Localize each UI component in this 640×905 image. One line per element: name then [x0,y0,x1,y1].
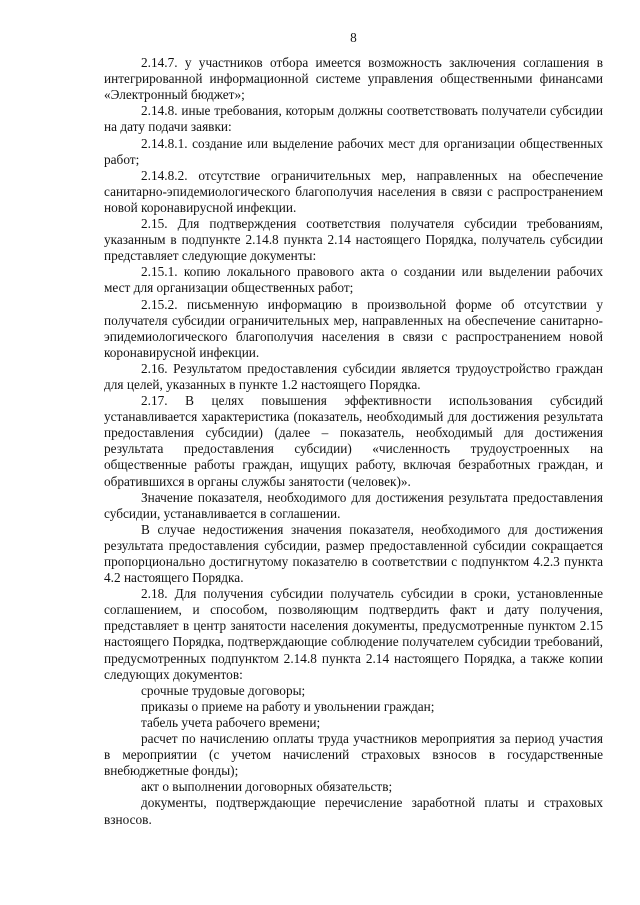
paragraph-indicator-value: Значение показателя, необходимого для достижения результата предоставления субсидии, устанавливается в соглашении. [104,489,603,521]
list-item-act: акт о выполнении договорных обязательств; [141,779,393,795]
list-item-payroll: расчет по начислению оплаты труда участников мероприятия за период участия в мероприятии (с учетом начислений страховых взносов в государственные внебюджетные фонды); [104,731,603,779]
list-item-timesheet: табель учета рабочего времени; [141,714,321,730]
list-item-contracts: срочные трудовые договоры; [141,682,306,698]
paragraph-2-14-8-2: 2.14.8.2. отсутствие ограничительных мер, направленных на обеспечение санитарно-эпидемиологического благополучия населения в связи с распространением новой коронавирусной инфекции. [104,167,603,215]
paragraph-2-18: 2.18. Для получения субсидии получатель субсидии в сроки, установленные соглашением, и способом, позволяющим подтвердить факт и дату получения, представляет в центр занятости населения документы, предусмотренные пунктом 2.15 настоящего Порядка, подтверждающие соблюдение получателем субсидии требований, предусмотренных подпунктом 2.14.8 пункта 2.14 настоящего Порядка, а также копии следующих документов: [104,586,603,682]
paragraph-2-14-8-1: 2.14.8.1. создание или выделение рабочих мест для организации общественных работ; [104,135,603,167]
list-item-payment-docs: документы, подтверждающие перечисление заработной платы и страховых взносов. [104,795,603,827]
paragraph-2-15-1: 2.15.1. копию локального правового акта о создании или выделении рабочих мест для организации общественных работ; [104,264,603,296]
paragraph-2-15: 2.15. Для подтверждения соответствия получателя субсидии требованиям, указанным в подпункте 2.14.8 пункта 2.14 настоящего Порядка, получатель субсидии представляет следующие документы: [104,216,603,264]
paragraph-2-17: 2.17. В целях повышения эффективности использования субсидий устанавливается характеристика (показатель, необходимый для достижения результата предоставления субсидии) (далее – показатель, необходимый для достижения результата предоставления субсидии) «численность трудоустроенных на общественные работы граждан, ищущих работу, включая безработных граждан, и обратившихся в органы службы занятости (человек)». [104,393,603,489]
list-item-orders: приказы о приеме на работу и увольнении граждан; [141,698,435,714]
paragraph-indicator-failure: В случае недостижения значения показателя, необходимого для достижения результата предоставления субсидии, размер предоставленной субсидии сокращается пропорционально достигнутому показателю в соответствии с подпунктом 4.2.3 пункта 4.2 настоящего Порядка. [104,521,603,586]
page-number: 8 [350,30,357,45]
paragraph-2-15-2: 2.15.2. письменную информацию в произвольной форме об отсутствии у получателя субсидии ограничительных мер, направленных на обеспечение санитарно-эпидемиологического благополучия населения в связи с распространением новой коронавирусной инфекции. [104,296,603,360]
paragraph-2-16: 2.16. Результатом предоставления субсидии является трудоустройство граждан для целей, указанных в пункте 1.2 настоящего Порядка. [104,360,603,392]
paragraph-2-14-7: 2.14.7. у участников отбора имеется возможность заключения соглашения в интегрированной информационной системе управления общественными финансами «Электронный бюджет»; [104,55,603,103]
paragraph-2-14-8: 2.14.8. иные требования, которым должны соответствовать получатели субсидии на дату подачи заявки: [104,103,603,135]
